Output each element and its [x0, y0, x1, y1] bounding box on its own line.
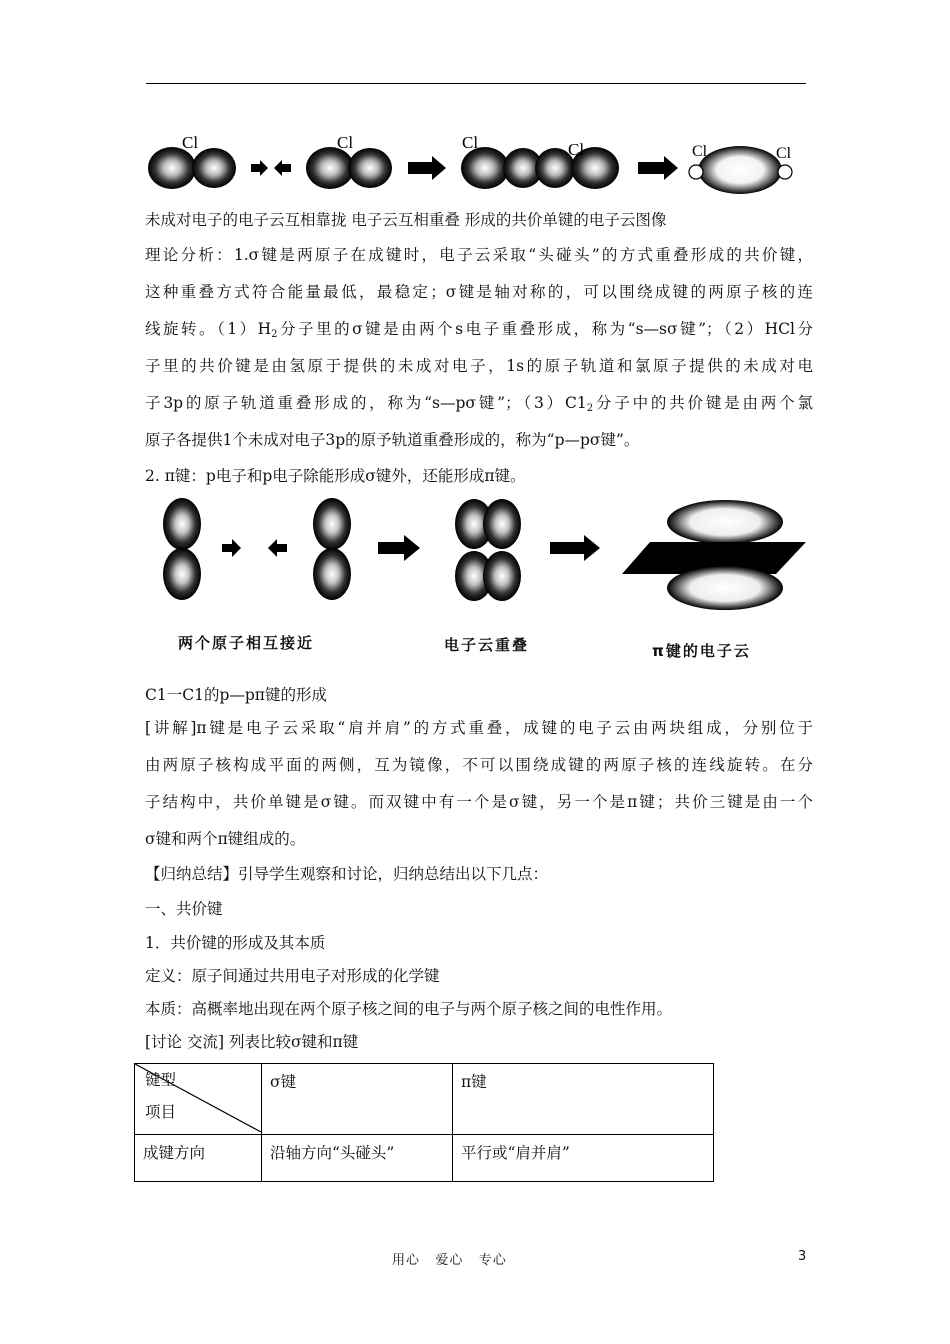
pi-bond-cloud [622, 500, 806, 610]
header-cell: σ键 [262, 1064, 453, 1135]
cl-label: Cl [182, 133, 199, 152]
cl-label: Cl [692, 143, 708, 160]
sigma-bond-figure [140, 128, 820, 200]
paragraph-line: 子里的共价键是由氢原于提供的未成对电子，1s的原子轨道和氯原子提供的未成对电 [145, 357, 813, 375]
pi-bond-figure [140, 492, 820, 622]
discussion-line: [讨论 交流] 列表比较σ键和π键 [145, 1033, 359, 1051]
right-arrow-icon [408, 156, 446, 180]
figure2-caption: C1一C1的p—pπ键的形成 [145, 686, 327, 704]
p-orbital [313, 498, 351, 600]
table-row [135, 1064, 714, 1135]
cl-label: Cl [462, 133, 479, 152]
essence-line: 本质：高概率地出现在两个原子核之间的电子与两个原子核之间的电性作用。 [145, 1000, 673, 1018]
stage-caption: π键的电子云 [652, 642, 751, 660]
right-arrow-icon [550, 535, 600, 561]
paragraph-line: 子结构中，共价单键是σ键。而双键中有一个是σ键，另一个是π键；共价三键是由一个 [145, 793, 813, 811]
approach-arrows-icon [251, 160, 291, 176]
summary-line: 【归纳总结】引导学生观察和讨论，归纳总结出以下几点： [145, 865, 549, 883]
atom-pair-approaching [148, 133, 236, 189]
cl-label: Cl [776, 145, 792, 162]
cl-label: Cl [337, 133, 354, 152]
table-cell: 平行或“肩并肩” [453, 1135, 714, 1182]
corner-bottom-label: 项目 [145, 1103, 177, 1121]
section-heading: 一、共价键 [145, 900, 223, 918]
row-label-cell: 成键方向 [135, 1135, 262, 1182]
figure1-caption: 未成对电子的电子云互相靠拢 电子云互相重叠 形成的共价单键的电子云图像 [145, 211, 667, 229]
corner-top-label: 键型 [145, 1071, 177, 1089]
paragraph-line: 由两原子核构成平面的两侧，互为镜像，不可以围绕成键的两原子核的连线旋转。在分 [145, 756, 813, 774]
cl-label: Cl [568, 140, 585, 159]
approach-arrows-icon [222, 539, 287, 557]
subsection-heading: 1．共价键的形成及其本质 [145, 934, 326, 952]
atom-pair-close [306, 133, 392, 189]
right-arrow-icon [378, 535, 420, 561]
footer-motto: 用心 爱心 专心 [392, 1253, 507, 1268]
p-orbital [163, 498, 201, 600]
stage-caption: 两个原子相互接近 [178, 634, 315, 652]
comparison-table [134, 1063, 714, 1182]
sigma-bond-cloud [689, 143, 792, 194]
paragraph-line: 这种重叠方式符合能量最低，最稳定；σ键是轴对称的，可以围绕成键的两原子核的连 [145, 283, 813, 301]
header-rule [146, 83, 806, 84]
paragraph-line: 子3p的原子轨道重叠形成的，称为“s—pσ键”；$(3)C1_2$分子中的共价键是由两个氯 [145, 394, 813, 414]
paragraph-line: σ键和两个π键组成的。 [145, 830, 306, 848]
atom-pair-overlapping [461, 133, 619, 189]
pi-bond-intro: 2. π键：p电子和p电子除能形成σ键外，还能形成π键。 [145, 467, 526, 485]
paragraph-line: 线旋转。$(1)H_2$分子里的σ键是由两个s电子重叠形成，称为“s—sσ键”；（2）HCl分 [145, 320, 813, 340]
paragraph-line: 原子各提供1个未成对电子3p的原予轨道重叠形成的，称为“p—pσ键”。 [145, 431, 640, 449]
definition-line: 定义：原子间通过共用电子对形成的化学键 [145, 967, 440, 985]
page-number: 3 [798, 1249, 807, 1264]
paragraph-line: 理论分析：1.σ键是两原子在成键时，电子云采取“头碰头”的方式重叠形成的共价键， [145, 246, 813, 264]
right-arrow-icon [638, 156, 678, 180]
header-cell: π键 [453, 1064, 714, 1135]
table-cell: 沿轴方向“头碰头” [262, 1135, 453, 1182]
pi-figure-captions [140, 628, 820, 664]
table-row [135, 1135, 714, 1182]
stage-caption: 电子云重叠 [444, 636, 530, 654]
corner-cell [135, 1064, 262, 1135]
overlapping-p-orbitals [455, 499, 521, 601]
paragraph-line: [讲解]π键是电子云采取“肩并肩”的方式重叠，成键的电子云由两块组成，分别位于 [145, 719, 813, 737]
